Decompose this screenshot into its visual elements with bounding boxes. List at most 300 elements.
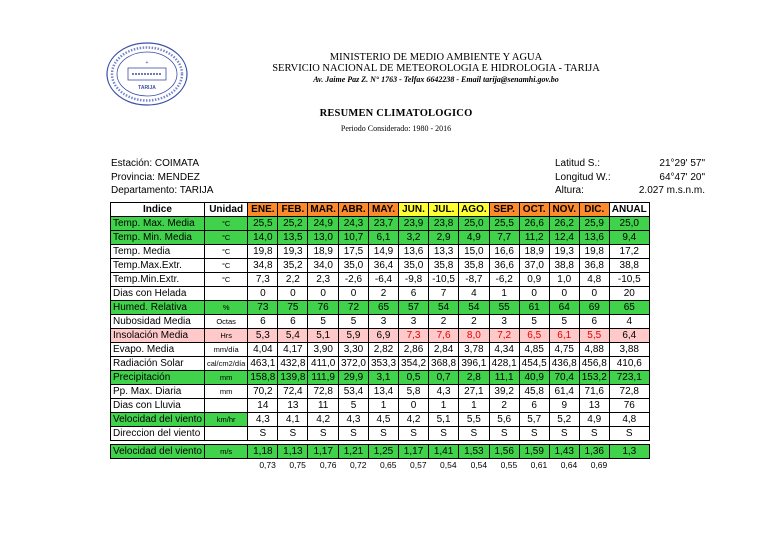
value-cell: S: [609, 427, 649, 441]
unit-cell: Octas: [204, 315, 247, 329]
value-cell: S: [579, 427, 609, 441]
extra-value-cell: 0,76: [319, 459, 337, 470]
row-label: Radiación Solar: [111, 357, 205, 371]
latitude-label: Latitud S.:: [555, 158, 601, 169]
value-cell: 111,9: [308, 371, 339, 385]
value-cell: 15,0: [459, 245, 490, 259]
table-row: [111, 371, 650, 385]
value-cell: 53,4: [338, 385, 368, 399]
value-cell: 0: [549, 287, 579, 301]
value-cell: 3,2: [399, 231, 429, 245]
longitude-value: 64°47' 20": [659, 171, 705, 183]
value-cell: 6: [248, 315, 278, 329]
document-title: RESUMEN CLIMATOLOGICO: [319, 108, 473, 119]
row-label: Velocidad del viento: [111, 445, 205, 459]
row-label: Dias con Helada: [111, 287, 205, 301]
extra-value-cell: 0,54: [440, 459, 457, 470]
extra-value-cell: 0,73: [259, 459, 276, 470]
unit-cell: °C: [204, 217, 247, 231]
table-row: [111, 413, 650, 427]
value-cell: 20: [609, 287, 649, 301]
value-cell: 4,5: [368, 413, 398, 427]
value-cell: 3,90: [308, 343, 339, 357]
value-cell: 3: [489, 315, 519, 329]
value-cell: 6,9: [368, 329, 398, 343]
unit-cell: mm: [204, 371, 247, 385]
svg-text:+: +: [145, 60, 149, 66]
value-cell: 436,8: [549, 357, 579, 371]
table-row: [111, 259, 650, 273]
value-cell: 4: [609, 315, 649, 329]
value-cell: S: [248, 427, 278, 441]
value-cell: 4,9: [459, 231, 490, 245]
value-cell: 2: [489, 399, 519, 413]
value-cell: 25,0: [609, 217, 649, 231]
value-cell: 368,8: [429, 357, 459, 371]
value-cell: 2,84: [429, 343, 459, 357]
value-cell: 1,56: [489, 445, 519, 459]
column-header: AGO.: [459, 203, 490, 217]
value-cell: 13,5: [278, 231, 308, 245]
value-cell: S: [308, 427, 339, 441]
row-label: Precipitación: [111, 371, 205, 385]
empty-cell: [111, 459, 248, 471]
value-cell: 432,8: [278, 357, 308, 371]
value-cell: 5: [338, 315, 368, 329]
table-row: [111, 357, 650, 371]
value-cell: 1,21: [338, 445, 368, 459]
value-cell: 35,2: [278, 259, 308, 273]
column-header: JUN.: [399, 203, 429, 217]
value-cell: 75: [278, 301, 308, 315]
table-row: [111, 217, 650, 231]
value-cell: 3,88: [609, 343, 649, 357]
extra-value-cell: 0,54: [470, 459, 488, 470]
table-header-row: [111, 203, 650, 217]
value-cell: 72,8: [308, 385, 339, 399]
station-info: [111, 157, 213, 198]
value-cell: 57: [399, 301, 429, 315]
value-cell: 3,30: [338, 343, 368, 357]
value-cell: 2: [429, 315, 459, 329]
service-name: SERVICIO NACIONAL DE METEOROLOGIA E HIDROLOGIA - TARIJA: [272, 63, 600, 74]
value-cell: 36,4: [368, 259, 398, 273]
value-cell: 13,4: [368, 385, 398, 399]
value-cell: 17,2: [609, 245, 649, 259]
value-cell: S: [399, 427, 429, 441]
value-cell: 6,5: [519, 329, 549, 343]
value-cell: 25,2: [278, 217, 308, 231]
value-cell: 35,0: [338, 259, 368, 273]
value-cell: 5,1: [429, 413, 459, 427]
value-cell: 723,1: [609, 371, 649, 385]
value-cell: 6,1: [368, 231, 398, 245]
row-label: Temp. Min. Media: [111, 231, 205, 245]
value-cell: 1: [489, 287, 519, 301]
table-row: [111, 231, 650, 245]
value-cell: 456,8: [579, 357, 609, 371]
value-cell: 10,7: [338, 231, 368, 245]
value-cell: 72,8: [609, 385, 649, 399]
value-cell: 4,04: [248, 343, 278, 357]
table-row: [111, 385, 650, 399]
row-label: Humed. Relativa: [111, 301, 205, 315]
value-cell: 13,3: [429, 245, 459, 259]
value-cell: 38,8: [609, 259, 649, 273]
column-header: NOV.: [549, 203, 579, 217]
value-cell: 26,6: [519, 217, 549, 231]
value-cell: 61: [519, 301, 549, 315]
value-cell: 18,9: [519, 245, 549, 259]
value-cell: 76: [609, 399, 649, 413]
unit-cell: °C: [204, 231, 247, 245]
latitude-value: 21°29' 57": [659, 158, 705, 169]
value-cell: 6,4: [609, 329, 649, 343]
value-cell: 70,2: [248, 385, 278, 399]
value-cell: 5: [338, 399, 368, 413]
value-cell: 2: [459, 315, 490, 329]
value-cell: 19,8: [579, 245, 609, 259]
unit-cell: [204, 427, 247, 441]
value-cell: 5,6: [489, 413, 519, 427]
value-cell: 72: [338, 301, 368, 315]
value-cell: 0: [338, 287, 368, 301]
column-header: MAY.: [368, 203, 398, 217]
value-cell: 4,85: [519, 343, 549, 357]
column-header: FEB.: [278, 203, 308, 217]
column-header: SEP.: [489, 203, 519, 217]
value-cell: 37,0: [519, 259, 549, 273]
value-cell: -10,5: [429, 273, 459, 287]
value-cell: 7,2: [489, 329, 519, 343]
climate-summary-table: [110, 202, 650, 470]
value-cell: 2,3: [308, 273, 339, 287]
value-cell: -6,4: [368, 273, 398, 287]
column-header: DIC.: [579, 203, 609, 217]
table-row: [111, 273, 650, 287]
value-cell: 0: [399, 399, 429, 413]
row-label: Velocidad del viento: [111, 413, 205, 427]
value-cell: 35,8: [459, 259, 490, 273]
value-cell: 24,3: [338, 217, 368, 231]
extra-value-cell: 0,72: [349, 459, 367, 470]
extra-value-cell: 0,64: [560, 459, 578, 470]
value-cell: 11: [308, 399, 339, 413]
value-cell: 5: [519, 315, 549, 329]
value-cell: 61,4: [549, 385, 579, 399]
value-cell: 1,25: [368, 445, 398, 459]
value-cell: 454,5: [519, 357, 549, 371]
value-cell: 19,3: [549, 245, 579, 259]
value-cell: 1,0: [549, 273, 579, 287]
value-cell: 11,2: [519, 231, 549, 245]
value-cell: 6: [519, 399, 549, 413]
value-cell: 25,9: [579, 217, 609, 231]
value-cell: 7,3: [399, 329, 429, 343]
extra-value-cell: 0,57: [410, 459, 427, 470]
value-cell: 4,3: [429, 385, 459, 399]
unit-cell: cal/cm2/día: [204, 357, 247, 371]
value-cell: S: [278, 427, 308, 441]
value-cell: 23,8: [429, 217, 459, 231]
value-cell: 25,0: [459, 217, 490, 231]
value-cell: 1,17: [308, 445, 339, 459]
value-cell: -9,8: [399, 273, 429, 287]
value-cell: 76: [308, 301, 339, 315]
value-cell: 428,1: [489, 357, 519, 371]
value-cell: 2,2: [278, 273, 308, 287]
unit-cell: °C: [204, 259, 247, 273]
column-header: ENE.: [248, 203, 278, 217]
row-label: Temp. Media: [111, 245, 205, 259]
value-cell: 11,1: [489, 371, 519, 385]
value-cell: 1: [429, 399, 459, 413]
value-cell: 65: [368, 301, 398, 315]
value-cell: 4,2: [308, 413, 339, 427]
value-cell: 5,3: [248, 329, 278, 343]
value-cell: 23,7: [368, 217, 398, 231]
table-row: [111, 287, 650, 301]
value-cell: 17,5: [338, 245, 368, 259]
value-cell: 1,41: [429, 445, 459, 459]
value-cell: 1,53: [459, 445, 490, 459]
value-cell: 5,9: [338, 329, 368, 343]
value-cell: 71,6: [579, 385, 609, 399]
value-cell: -6,2: [489, 273, 519, 287]
value-cell: 34,0: [308, 259, 339, 273]
service-address: Av. Jaime Paz Z. N° 1763 - Telfax 6642238 - Email tarija@senamhi.gov.bo: [313, 75, 559, 84]
extra-value-cell: 0,55: [500, 459, 518, 470]
value-cell: 36,6: [489, 259, 519, 273]
period-label: Periodo Considerado: 1980 - 2016: [340, 124, 452, 133]
value-cell: 4: [459, 287, 490, 301]
value-cell: 34,8: [248, 259, 278, 273]
value-cell: 27,1: [459, 385, 490, 399]
value-cell: 64: [549, 301, 579, 315]
coordinates-values: [615, 157, 705, 198]
value-cell: 396,1: [459, 357, 490, 371]
value-cell: 29,9: [338, 371, 368, 385]
value-cell: 14: [248, 399, 278, 413]
value-cell: 4,8: [609, 413, 649, 427]
altitude-label: Altura:: [555, 185, 584, 196]
value-cell: 45,8: [519, 385, 549, 399]
value-cell: 54: [429, 301, 459, 315]
value-cell: 6: [278, 315, 308, 329]
value-cell: 25,5: [248, 217, 278, 231]
value-cell: 35,8: [429, 259, 459, 273]
value-cell: 19,3: [278, 245, 308, 259]
value-cell: 4,2: [399, 413, 429, 427]
column-header: OCT.: [519, 203, 549, 217]
value-cell: 5,2: [549, 413, 579, 427]
value-cell: 1,3: [609, 445, 649, 459]
column-header: JUL.: [429, 203, 459, 217]
unit-cell: mm: [204, 385, 247, 399]
value-cell: 4,1: [278, 413, 308, 427]
value-cell: 1,18: [248, 445, 278, 459]
value-cell: 2,82: [368, 343, 398, 357]
value-cell: 7,6: [429, 329, 459, 343]
department-name: Departamento: TARIJA: [111, 185, 214, 196]
value-cell: 14,0: [248, 231, 278, 245]
value-cell: S: [338, 427, 368, 441]
table-row: [111, 301, 650, 315]
value-cell: 3,78: [459, 343, 490, 357]
value-cell: 5,1: [308, 329, 339, 343]
value-cell: 13,0: [308, 231, 339, 245]
value-cell: S: [368, 427, 398, 441]
value-cell: 54: [459, 301, 490, 315]
value-cell: -8,7: [459, 273, 490, 287]
value-cell: 13,6: [399, 245, 429, 259]
value-cell: 158,8: [248, 371, 278, 385]
value-cell: 0: [248, 287, 278, 301]
unit-cell: [204, 399, 247, 413]
value-cell: 410,6: [609, 357, 649, 371]
value-cell: 3,1: [368, 371, 398, 385]
value-cell: 3: [399, 315, 429, 329]
value-cell: 0: [579, 287, 609, 301]
value-cell: 5,5: [459, 413, 490, 427]
value-cell: 0: [519, 287, 549, 301]
value-cell: 5,4: [278, 329, 308, 343]
value-cell: 5,5: [579, 329, 609, 343]
row-label: Insolación Media: [111, 329, 205, 343]
row-label: Pp. Max. Diaria: [111, 385, 205, 399]
unit-cell: [204, 287, 247, 301]
value-cell: 4,34: [489, 343, 519, 357]
unit-cell: °C: [204, 273, 247, 287]
value-cell: 7,7: [489, 231, 519, 245]
table-row: [111, 427, 650, 441]
value-cell: 6,1: [549, 329, 579, 343]
extra-value-cell: 0,69: [590, 459, 608, 470]
row-label: Nubosidad Media: [111, 315, 205, 329]
value-cell: 4,3: [338, 413, 368, 427]
value-cell: 4,3: [248, 413, 278, 427]
value-cell: 6: [399, 287, 429, 301]
value-cell: 4,9: [579, 413, 609, 427]
empty-cell: [609, 459, 649, 471]
value-cell: 1,36: [579, 445, 609, 459]
value-cell: 35,0: [399, 259, 429, 273]
table-row: [111, 343, 650, 357]
senamhi-seal-logo: [104, 40, 190, 108]
value-cell: 55: [489, 301, 519, 315]
value-cell: 1: [368, 399, 398, 413]
column-header: ANUAL: [609, 203, 649, 217]
value-cell: 16,6: [489, 245, 519, 259]
value-cell: 372,0: [338, 357, 368, 371]
value-cell: 13,6: [579, 231, 609, 245]
extra-value-cell: 0,75: [289, 459, 306, 470]
value-cell: 5: [549, 315, 579, 329]
value-cell: 39,2: [489, 385, 519, 399]
value-cell: 354,2: [399, 357, 429, 371]
value-cell: 36,8: [579, 259, 609, 273]
station-name: Estación: COIMATA: [111, 158, 199, 169]
value-cell: S: [459, 427, 490, 441]
value-cell: 6: [579, 315, 609, 329]
extra-values-row: [111, 459, 650, 471]
value-cell: 5,7: [519, 413, 549, 427]
value-cell: 7: [429, 287, 459, 301]
value-cell: -2,6: [338, 273, 368, 287]
value-cell: 1: [459, 399, 490, 413]
value-cell: S: [489, 427, 519, 441]
extra-value-cell: 0,65: [379, 459, 397, 470]
value-cell: 23,9: [399, 217, 429, 231]
value-cell: 9,4: [609, 231, 649, 245]
value-cell: 24,9: [308, 217, 339, 231]
value-cell: 14,9: [368, 245, 398, 259]
value-cell: 4,88: [579, 343, 609, 357]
value-cell: 8,0: [459, 329, 490, 343]
value-cell: 4,17: [278, 343, 308, 357]
unit-cell: °C: [204, 245, 247, 259]
table-row: [111, 245, 650, 259]
value-cell: 13: [579, 399, 609, 413]
table-row: [111, 329, 650, 343]
value-cell: 72,4: [278, 385, 308, 399]
value-cell: S: [429, 427, 459, 441]
value-cell: S: [519, 427, 549, 441]
row-label: Temp. Max. Media: [111, 217, 205, 231]
value-cell: 0,9: [519, 273, 549, 287]
unit-cell: Hrs: [204, 329, 247, 343]
value-cell: S: [549, 427, 579, 441]
row-label: Temp.Max.Extr.: [111, 259, 205, 273]
value-cell: 65: [609, 301, 649, 315]
value-cell: 0,7: [429, 371, 459, 385]
value-cell: 73: [248, 301, 278, 315]
value-cell: 40,9: [519, 371, 549, 385]
longitude-label: Longitud W.:: [555, 171, 611, 183]
extra-value-cell: 0,61: [530, 459, 548, 470]
row-label: Evapo. Media: [111, 343, 205, 357]
wind-ms-row: [111, 445, 650, 459]
table-row: [111, 315, 650, 329]
value-cell: 1,13: [278, 445, 308, 459]
value-cell: 4,8: [579, 273, 609, 287]
unit-cell: %: [204, 301, 247, 315]
value-cell: 12,4: [549, 231, 579, 245]
value-cell: 153,2: [579, 371, 609, 385]
value-cell: 38,8: [549, 259, 579, 273]
value-cell: 353,3: [368, 357, 398, 371]
value-cell: 19,8: [248, 245, 278, 259]
value-cell: 26,2: [549, 217, 579, 231]
unit-cell: km/hr: [204, 413, 247, 427]
altitude-value: 2.027 m.s.n.m.: [638, 185, 705, 196]
column-header: Indice: [111, 203, 205, 217]
value-cell: 463,1: [248, 357, 278, 371]
value-cell: 3: [368, 315, 398, 329]
value-cell: 70,4: [549, 371, 579, 385]
value-cell: 0: [308, 287, 339, 301]
table-row: [111, 399, 650, 413]
svg-text:TARIJA: TARIJA: [138, 85, 156, 91]
value-cell: -10,5: [609, 273, 649, 287]
row-label: Direccion del viento: [111, 427, 205, 441]
value-cell: 2,8: [459, 371, 490, 385]
unit-cell: mm/día: [204, 343, 247, 357]
value-cell: 1,43: [549, 445, 579, 459]
value-cell: 13: [278, 399, 308, 413]
value-cell: 18,9: [308, 245, 339, 259]
ministry-name: MINISTERIO DE MEDIO AMBIENTE Y AGUA: [329, 52, 543, 63]
